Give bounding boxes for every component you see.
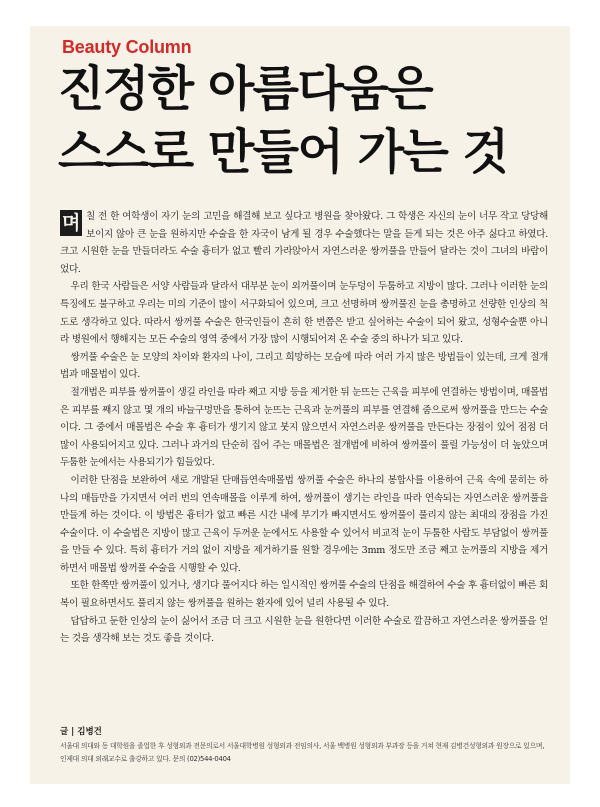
column-kicker: Beauty Column — [62, 37, 192, 57]
paragraph-4: 절개법은 피부를 쌍꺼풀이 생길 라인을 따라 째고 지방 등을 제거한 뒤 눈뜨는 근육을 피부에 연결하는 방법이며, 매몰법은 피부를 째지 않고 몇 개의 바늘구멍만을 통하여 눈뜨는 근육과 눈꺼풀의 피부를 연결해 줌으로써 쌍꺼풀을 만드는 수술이다. 그 중에서 매몰법은 수술 후 흉터가 생기지 않고 붓지 않으면서 자연스러운 쌍꺼풀을 만든다는 장점이 있어 점점 더 많이 사용되어지고 있다. 그러나 과거의 단순히 집어 주는 매몰법은 절개법에 비하여 쌍꺼풀이 풀릴 가능성이 더 높았으며 두툼한 눈에서는 사용되기가 힘들었다. — [60, 386, 548, 469]
paragraph-2: 우리 한국 사람들은 서양 사람들과 달라서 대부분 눈이 외꺼풀이며 눈두덩이 두툼하고 지방이 많다. 그러나 이러한 눈의 특징에도 불구하고 우리는 미의 기준이 많이 서구화되어 있으며, 크고 선명하며 쌍꺼풀진 눈을 총명하고 선량한 인상의 척도로 생각하고 있다. 따라서 쌍꺼풀 수술은 한국인들이 흔히 한 번쯤은 받고 싶어하는 수술이 되어 왔고, 성형수술뿐 아니라 병원에서 행해지는 모든 수술의 영역 중에서 가장 많이 시행되어져 온 수술 중의 하나가 되고 있다. — [60, 281, 548, 346]
page-title — [58, 58, 578, 184]
drop-cap: 며 — [61, 212, 81, 234]
title-line-2: 스스로 만들어 가는 것 — [58, 124, 508, 180]
paragraph-7: 답답하고 둔한 인상의 눈이 싫어서 조금 더 크고 시원한 눈을 원한다면 이러한 수술로 깔끔하고 자연스러운 쌍꺼풀을 얻는 것을 생각해 보는 것도 좋을 것이다. — [60, 615, 548, 645]
title-line-1: 진정한 아름다움은 — [58, 61, 433, 117]
paragraph-1 — [60, 208, 548, 278]
article-body — [60, 208, 548, 648]
paragraph-1-text: 칠 전 한 여학생이 자기 눈의 고민을 해결해 보고 싶다고 병원을 찾아왔다. 그 학생은 자신의 눈이 너무 작고 당당해 보이지 않아 큰 눈을 원하지만 수술을 한 자국이 남게 될 경우 수술했다는 말을 듣게 되는 것은 아주 싫다고 하였다. 크고 시원한 눈을 만들더라도 수술 흉터가 없고 빨리 가라앉아서 자연스러운 쌍꺼풀을 만들어 달라는 것이 그녀의 바람이었다. — [60, 211, 548, 275]
paragraph-5: 이러한 단점을 보완하여 새로 개발된 단매듭연속매몰법 쌍꺼풀 수술은 하나의 봉합사를 이용하여 근육 속에 묻히는 하나의 매듭만을 가지면서 여러 번의 연속매몰을 이루게 하여, 쌍꺼풀이 생기는 라인을 따라 연속되는 자연스러운 쌍꺼풀을 만들게 하는 것이다. 이 방법은 흉터가 없고 빠른 시간 내에 부기가 빠지면서도 쌍꺼풀이 풀리지 않는 최대의 장점을 가진 수술이다. 이 수술법은 지방이 많고 근육이 두꺼운 눈에서도 사용할 수 있어서 비교적 눈이 두툼한 사람도 부담없이 쌍꺼풀을 만들 수 있다. 특히 흉터가 거의 없이 지방을 제거하기를 원할 경우에는 3mm 정도만 조금 째고 눈꺼풀의 지방을 제거하면서 매몰법 쌍꺼풀 수술을 시행할 수 있다. — [60, 474, 548, 574]
author-label: 글 | 김병건 — [60, 727, 102, 737]
paragraph-3: 쌍꺼풀 수술은 눈 모양의 차이와 환자의 나이, 그리고 희망하는 모습에 따라 여러 가지 많은 방법들이 있는데, 크게 절개법과 매몰법이 있다. — [60, 351, 548, 381]
paragraph-6: 또한 한쪽만 쌍꺼풀이 있거나, 생기다 풀어지다 하는 일시적인 쌍꺼풀 수술의 단점을 해결하여 수술 후 흉터없이 빠른 회복이 필요하면서도 풀리지 않는 쌍꺼풀을 원하는 환자에 있어 널리 사용될 수 있다. — [60, 580, 548, 610]
author-bio: 서울대 의대와 동 대학원을 졸업한 후 성형외과 전문의로서 서울대학병원 성형외과 전임의사, 서울 백병원 성형외과 부과장 등을 거쳐 현재 김병건성형외과 원장으로 있으며, 인제대 의대 외래교수로 출강하고 있다. 문의 (02)544-0404 — [60, 742, 545, 763]
